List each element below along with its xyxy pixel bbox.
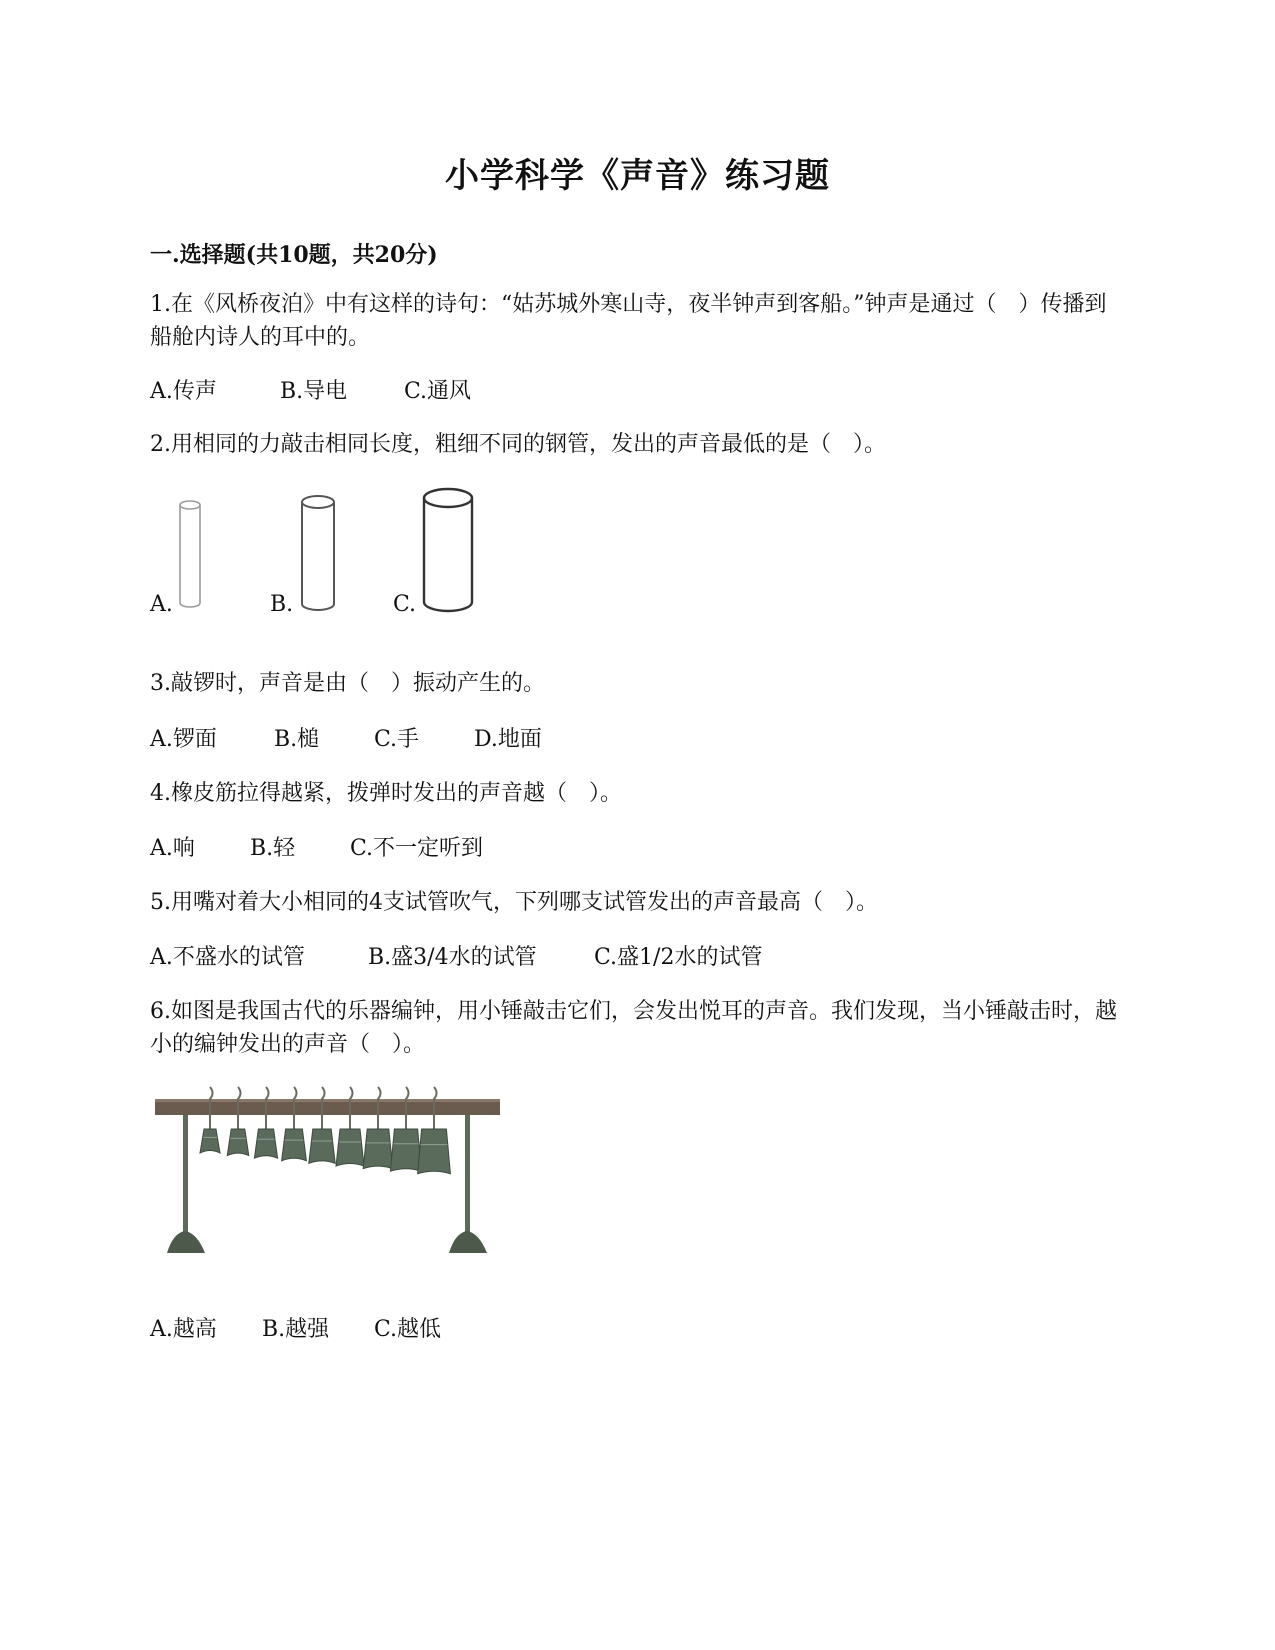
question-4-options [150,831,483,862]
question-6-options [150,1312,441,1343]
section-heading: 一.选择题(共10题，共20分) [150,242,438,268]
chime-bells-icon [155,1085,515,1265]
steel-pipe-icon [300,490,345,620]
question-3: 3.敲锣时，声音是由（ ）振动产生的。 [150,671,545,696]
question-4: 4.橡皮筋拉得越紧，拨弹时发出的声音越（ ）。 [150,781,622,806]
option-a[interactable]: A.锣面 [150,727,217,752]
chime-bell [336,1087,364,1166]
steel-pipe-icon [178,495,208,615]
chime-bell [282,1087,307,1161]
question-1-options [150,374,471,405]
question-2: 2.用相同的力敲击相同长度，粗细不同的钢管，发出的声音最低的是（ ）。 [150,432,886,457]
option-c[interactable]: C.越低 [374,1317,442,1342]
option-b[interactable]: B.槌 [274,727,320,752]
steel-pipe-icon [422,484,482,624]
pipe-option-a-label[interactable]: A. [150,592,173,617]
chime-bell [254,1087,277,1158]
option-a[interactable]: A.传声 [150,379,217,404]
question-5-options [150,940,762,971]
option-a[interactable]: A.响 [150,836,195,861]
question-5: 5.用嘴对着大小相同的4支试管吹气，下列哪支试管发出的声音最高（ ）。 [150,890,878,915]
question-1: 1.在《风桥夜泊》中有这样的诗句：“姑苏城外寒山寺，夜半钟声到客船。”钟声是通过（ ）传播到船舱内诗人的耳中的。 [150,292,1107,350]
option-a[interactable]: A.不盛水的试管 [150,945,305,970]
question-3-options [150,722,542,753]
chime-bell [227,1087,249,1156]
option-c[interactable]: C.通风 [404,379,472,404]
option-b[interactable]: B.轻 [250,836,296,861]
pipe-option-b-label[interactable]: B. [270,592,294,617]
chime-bell [200,1087,220,1153]
option-d[interactable]: D.地面 [474,727,542,752]
chime-bell [309,1087,335,1163]
option-c[interactable]: C.不一定听到 [350,836,484,861]
option-b[interactable]: B.导电 [280,379,348,404]
option-b[interactable]: B.越强 [262,1317,330,1342]
option-b[interactable]: B.盛3/4水的试管 [368,945,537,970]
option-c[interactable]: C.手 [374,727,420,752]
page-title: 小学科学《声音》练习题 [445,156,830,196]
option-a[interactable]: A.越高 [150,1317,217,1342]
question-6: 6.如图是我国古代的乐器编钟，用小锤敲击它们，会发出悦耳的声音。我们发现，当小锤敲击时，越小的编钟发出的声音（ ）。 [150,999,1117,1057]
pipe-option-c-label[interactable]: C. [393,592,417,617]
option-c[interactable]: C.盛1/2水的试管 [594,945,763,970]
